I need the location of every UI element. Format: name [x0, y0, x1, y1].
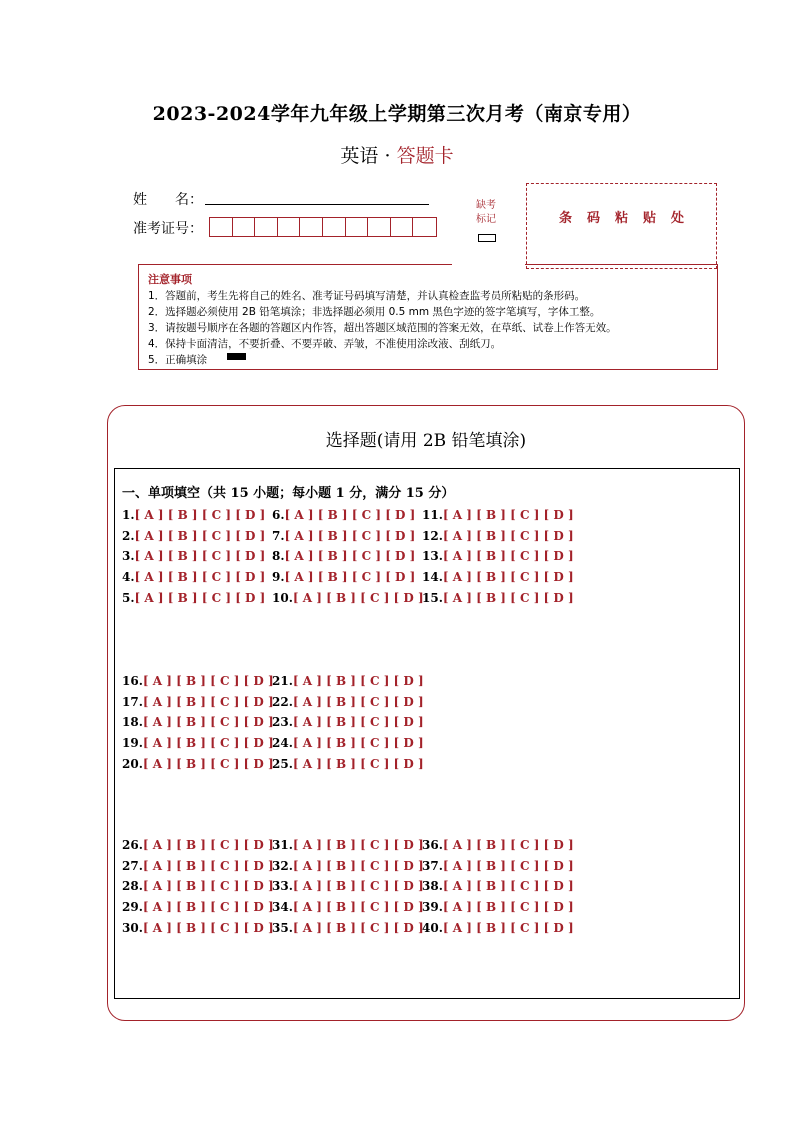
answer-options[interactable]: [ A ] [ B ] [ C ] [ D ]: [142, 736, 274, 750]
question-item[interactable]: [122, 859, 274, 873]
question-number: 30.: [122, 921, 143, 935]
absent-line-1: 缺考: [476, 200, 496, 211]
notice-border-gap: [452, 262, 525, 266]
answer-options[interactable]: [ A ] [ B ] [ C ] [ D ]: [442, 859, 574, 873]
answer-options[interactable]: [ A ] [ B ] [ C ] [ D ]: [284, 549, 416, 563]
question-item[interactable]: [272, 921, 424, 935]
question-item[interactable]: [272, 736, 424, 750]
answer-options[interactable]: [ A ] [ B ] [ C ] [ D ]: [442, 900, 574, 914]
question-number: 9.: [272, 570, 285, 584]
answer-options[interactable]: [ A ] [ B ] [ C ] [ D ]: [134, 508, 266, 522]
answer-options[interactable]: [ A ] [ B ] [ C ] [ D ]: [142, 757, 274, 771]
subtitle-separator: ·: [378, 145, 397, 167]
question-item[interactable]: [422, 838, 574, 852]
exam-id-boxes[interactable]: [209, 217, 437, 237]
answer-options[interactable]: [ A ] [ B ] [ C ] [ D ]: [142, 900, 274, 914]
question-item[interactable]: [422, 879, 574, 893]
question-number: 29.: [122, 900, 143, 914]
question-item[interactable]: [272, 859, 424, 873]
absent-mark-label: [470, 199, 502, 227]
question-number: 16.: [122, 674, 143, 688]
question-item[interactable]: [122, 757, 274, 771]
id-digit-box[interactable]: [323, 218, 346, 236]
question-item[interactable]: [422, 591, 574, 605]
answer-options[interactable]: [ A ] [ B ] [ C ] [ D ]: [142, 715, 274, 729]
question-item[interactable]: [272, 529, 415, 543]
answer-options[interactable]: [ A ] [ B ] [ C ] [ D ]: [142, 859, 274, 873]
question-number: 25.: [272, 757, 293, 771]
answer-options[interactable]: [ A ] [ B ] [ C ] [ D ]: [292, 900, 424, 914]
question-item[interactable]: [272, 879, 424, 893]
answer-area: [114, 468, 740, 999]
question-item[interactable]: [422, 921, 574, 935]
question-item[interactable]: [122, 900, 274, 914]
question-item[interactable]: [272, 838, 424, 852]
question-number: 14.: [422, 570, 443, 584]
answer-options[interactable]: [ A ] [ B ] [ C ] [ D ]: [442, 921, 574, 935]
question-item[interactable]: [272, 757, 424, 771]
question-number: 8.: [272, 549, 285, 563]
part-title: 一、单项填空（共 15 小题；每小题 1 分，满分 15 分）: [122, 486, 455, 501]
question-number: 34.: [272, 900, 293, 914]
question-number: 37.: [422, 859, 443, 873]
id-digit-box[interactable]: [233, 218, 256, 236]
answer-options[interactable]: [ A ] [ B ] [ C ] [ D ]: [292, 838, 424, 852]
question-number: 32.: [272, 859, 293, 873]
question-item[interactable]: [422, 859, 574, 873]
answer-options[interactable]: [ A ] [ B ] [ C ] [ D ]: [442, 529, 574, 543]
answer-options[interactable]: [ A ] [ B ] [ C ] [ D ]: [134, 529, 266, 543]
question-number: 36.: [422, 838, 443, 852]
question-number: 19.: [122, 736, 143, 750]
answer-options[interactable]: [ A ] [ B ] [ C ] [ D ]: [442, 549, 574, 563]
answer-options[interactable]: [ A ] [ B ] [ C ] [ D ]: [292, 736, 424, 750]
question-item[interactable]: [122, 508, 265, 522]
question-number: 15.: [422, 591, 443, 605]
question-item[interactable]: [122, 715, 274, 729]
question-number: 26.: [122, 838, 143, 852]
question-item[interactable]: [422, 549, 574, 563]
question-item[interactable]: [422, 570, 574, 584]
answer-options[interactable]: [ A ] [ B ] [ C ] [ D ]: [442, 879, 574, 893]
question-item[interactable]: [422, 900, 574, 914]
id-digit-box[interactable]: [391, 218, 414, 236]
notice-rule: 2．选择题必须使用 2B 铅笔填涂；非选择题必须用 0.5 mm 黑色字迹的签字笔填写，字体工整。: [148, 306, 601, 318]
id-digit-box[interactable]: [255, 218, 278, 236]
question-number: 12.: [422, 529, 443, 543]
question-number: 11.: [422, 508, 443, 522]
answer-options[interactable]: [ A ] [ B ] [ C ] [ D ]: [142, 879, 274, 893]
question-number: 40.: [422, 921, 443, 935]
question-number: 1.: [122, 508, 135, 522]
answer-options[interactable]: [ A ] [ B ] [ C ] [ D ]: [134, 549, 266, 563]
answer-options[interactable]: [ A ] [ B ] [ C ] [ D ]: [442, 570, 574, 584]
id-digit-box[interactable]: [346, 218, 369, 236]
answer-options[interactable]: [ A ] [ B ] [ C ] [ D ]: [142, 674, 274, 688]
answer-options[interactable]: [ A ] [ B ] [ C ] [ D ]: [292, 715, 424, 729]
notice-rule: 4．保持卡面清洁，不要折叠、不要弄破、弄皱，不准使用涂改液、刮纸刀。: [148, 338, 502, 350]
question-number: 10.: [272, 591, 293, 605]
barcode-label: 条码粘贴处: [558, 211, 699, 226]
question-number: 7.: [272, 529, 285, 543]
question-item[interactable]: [122, 838, 274, 852]
question-number: 31.: [272, 838, 293, 852]
question-item[interactable]: [272, 570, 415, 584]
question-item[interactable]: [272, 549, 415, 563]
answer-options[interactable]: [ A ] [ B ] [ C ] [ D ]: [142, 921, 274, 935]
answer-options[interactable]: [ A ] [ B ] [ C ] [ D ]: [284, 570, 416, 584]
answer-options[interactable]: [ A ] [ B ] [ C ] [ D ]: [292, 591, 424, 605]
answer-options[interactable]: [ A ] [ B ] [ C ] [ D ]: [442, 591, 574, 605]
answer-options[interactable]: [ A ] [ B ] [ C ] [ D ]: [134, 570, 266, 584]
answer-options[interactable]: [ A ] [ B ] [ C ] [ D ]: [292, 695, 424, 709]
question-item[interactable]: [122, 674, 274, 688]
answer-options[interactable]: [ A ] [ B ] [ C ] [ D ]: [142, 838, 274, 852]
id-digit-box[interactable]: [368, 218, 391, 236]
question-number: 13.: [422, 549, 443, 563]
question-item[interactable]: [272, 715, 424, 729]
notice-rule: 3．请按题号顺序在各题的答题区内作答，超出答题区域范围的答案无效，在草纸、试卷上作答无效。: [148, 322, 617, 334]
question-item[interactable]: [122, 570, 265, 584]
answer-options[interactable]: [ A ] [ B ] [ C ] [ D ]: [292, 757, 424, 771]
question-number: 28.: [122, 879, 143, 893]
question-number: 35.: [272, 921, 293, 935]
id-digit-box[interactable]: [413, 218, 436, 236]
question-number: 21.: [272, 674, 293, 688]
answer-card-subtitle: [0, 141, 794, 168]
question-number: 3.: [122, 549, 135, 563]
name-input-line[interactable]: [205, 204, 429, 205]
answer-options[interactable]: [ A ] [ B ] [ C ] [ D ]: [442, 838, 574, 852]
id-digit-box[interactable]: [300, 218, 323, 236]
subject-label: 英语: [340, 145, 379, 167]
question-item[interactable]: [272, 591, 424, 605]
section-title: 选择题(请用 2B 铅笔填涂): [325, 431, 527, 451]
question-number: 17.: [122, 695, 143, 709]
barcode-area: [526, 183, 717, 269]
question-item[interactable]: [122, 921, 274, 935]
question-number: 24.: [272, 736, 293, 750]
answer-options[interactable]: [ A ] [ B ] [ C ] [ D ]: [292, 879, 424, 893]
answer-options[interactable]: [ A ] [ B ] [ C ] [ D ]: [284, 529, 416, 543]
exam-title: 2023-2024学年九年级上学期第三次月考（南京专用）: [152, 103, 642, 125]
answer-options[interactable]: [ A ] [ B ] [ C ] [ D ]: [284, 508, 416, 522]
question-number: 33.: [272, 879, 293, 893]
question-item[interactable]: [122, 695, 274, 709]
id-digit-box[interactable]: [210, 218, 233, 236]
question-item[interactable]: [122, 736, 274, 750]
question-number: 20.: [122, 757, 143, 771]
question-number: 4.: [122, 570, 135, 584]
question-number: 2.: [122, 529, 135, 543]
question-item[interactable]: [422, 529, 574, 543]
question-number: 23.: [272, 715, 293, 729]
card-type-label: 答题卡: [396, 145, 454, 167]
notice-rule: 5．正确填涂: [148, 354, 208, 366]
question-item[interactable]: [422, 508, 574, 522]
question-item[interactable]: [272, 508, 415, 522]
id-digit-box[interactable]: [278, 218, 301, 236]
question-number: 39.: [422, 900, 443, 914]
question-number: 38.: [422, 879, 443, 893]
question-item[interactable]: [272, 900, 424, 914]
exam-id-label: 准考证号：: [133, 221, 203, 237]
question-item[interactable]: [122, 879, 274, 893]
notice-rule: 1．答题前，考生先将自己的姓名、准考证号码填写清楚，并认真检查监考员所粘贴的条形码。: [148, 290, 586, 302]
answer-options[interactable]: [ A ] [ B ] [ C ] [ D ]: [442, 508, 574, 522]
answer-options[interactable]: [ A ] [ B ] [ C ] [ D ]: [142, 695, 274, 709]
question-item[interactable]: [122, 591, 265, 605]
answer-options[interactable]: [ A ] [ B ] [ C ] [ D ]: [134, 591, 266, 605]
question-item[interactable]: [122, 549, 265, 563]
answer-options[interactable]: [ A ] [ B ] [ C ] [ D ]: [292, 859, 424, 873]
question-item[interactable]: [272, 695, 424, 709]
name-label: 姓 名：: [133, 192, 203, 208]
notice-heading: 注意事项: [148, 273, 192, 286]
question-number: 27.: [122, 859, 143, 873]
question-number: 5.: [122, 591, 135, 605]
absent-mark-box[interactable]: [478, 234, 496, 242]
question-item[interactable]: [272, 674, 424, 688]
question-number: 22.: [272, 695, 293, 709]
answer-options[interactable]: [ A ] [ B ] [ C ] [ D ]: [292, 674, 424, 688]
question-item[interactable]: [122, 529, 265, 543]
question-number: 18.: [122, 715, 143, 729]
question-number: 6.: [272, 508, 285, 522]
correct-fill-sample: [227, 353, 246, 360]
answer-options[interactable]: [ A ] [ B ] [ C ] [ D ]: [292, 921, 424, 935]
absent-line-2: 标记: [476, 214, 496, 225]
